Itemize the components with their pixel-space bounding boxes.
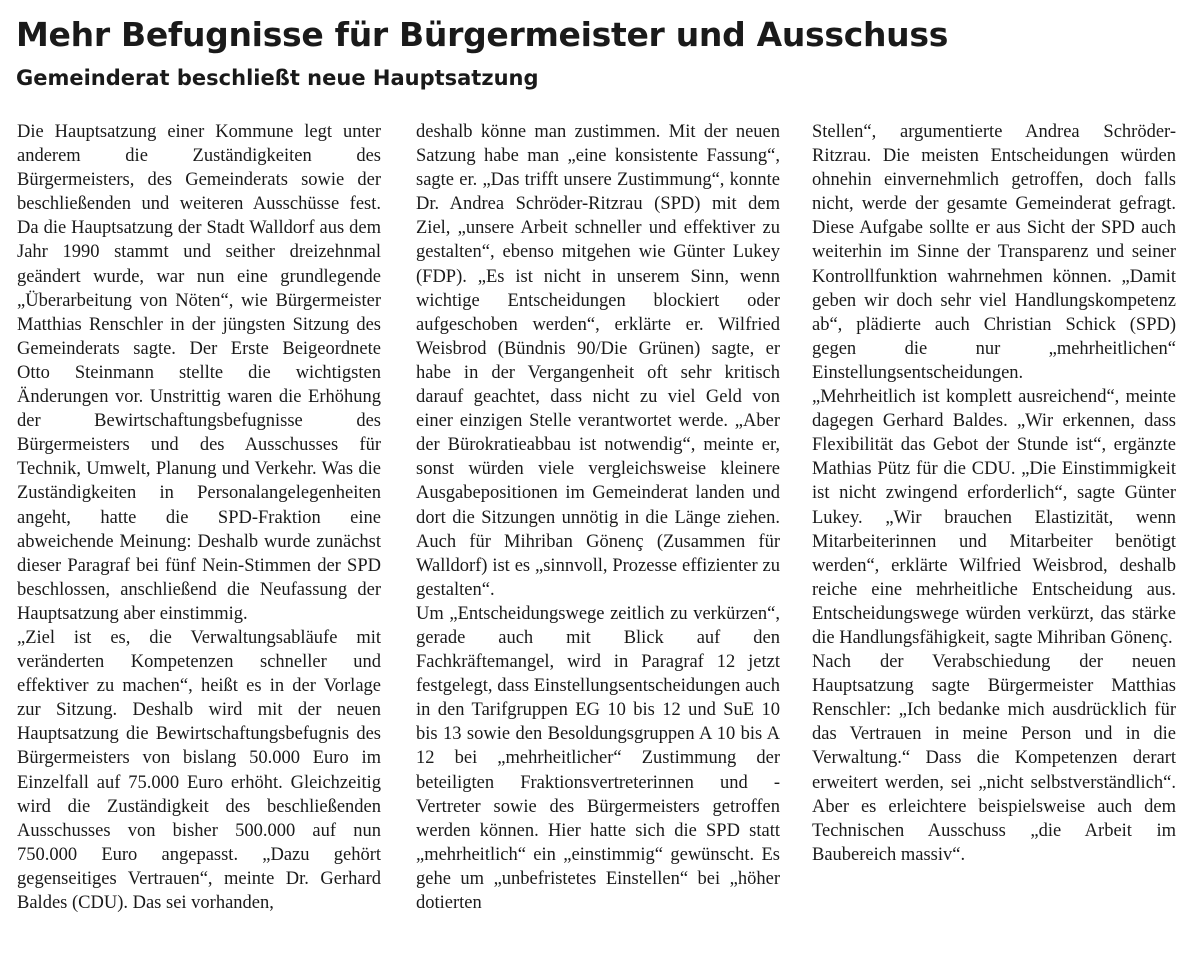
paragraph: Um „Entscheidungswege zeitlich zu verkürzen“, gerade auch mit Blick auf den Fachkräftemangel, wird in Paragraf 12 jetzt festgelegt, dass Einstellungsentscheidungen auch in den Tarifgruppen EG 10 bis 12 und SuE 10 bis 13 sowie den Besoldungsgruppen A 10 bis A 12 bei „mehrheitlicher“ Zustimmung der beteiligten Fraktionsvertreterinnen und -Vertreter sowie des Bürgermeisters getroffen werden können. Hier hatte sich die SPD statt „mehrheitlich“ ein „einstimmig“ gewünscht. Es gehe um „unbefristetes Einstellen“ bei „höher dotierten xyxy=(416,603,780,913)
paragraph: deshalb könne man zustimmen. Mit der neuen Satzung habe man „eine konsistente Fassung“, sagte er. „Das trifft unsere Zustimmung“, konnte Dr. Andrea Schröder-Ritzrau (SPD) mit dem Ziel, „unsere Arbeit schneller und effektiver zu gestalten“, ebenso mitgehen wie Günter Lukey (FDP). „Es ist nicht in unserem Sinn, wenn wichtige Entscheidungen blockiert oder aufgeschoben werden“, erklärte er. Wilfried Weisbrod (Bündnis 90/Die Grünen) sagte, er habe in der Vergangenheit oft sehr kritisch darauf geachtet, dass nicht zu viel Geld von einer einzigen Stelle verantwortet werde. „Aber der Bürokratieabbau ist notwendig“, meinte er, sonst würden viele vergleichsweise kleinere Ausgabepositionen im Gemeinderat landen und dort die Sitzungen unnötig in die Länge ziehen. Auch für Mihriban Gönenç (Zusammen für Walldorf) ist es „sinnvoll, Prozesse effizienter zu gestalten“. xyxy=(416,122,780,600)
article-column-1 xyxy=(17,120,381,915)
paragraph: „Ziel ist es, die Verwaltungsabläufe mit veränderten Kompetenzen schneller und effektiver zu machen“, heißt es in der Vorlage zur Sitzung. Deshalb wird mit der neuen Hauptsatzung die Bewirtschaftungsbefugnis des Bürgermeisters von bislang 50.000 Euro im Einzelfall auf 75.000 Euro erhöht. Gleichzeitig wird die Zuständigkeit des beschließenden Ausschusses von bisher 500.000 auf nun 750.000 Euro angepasst. „Dazu gehört gegenseitiges Vertrauen“, meinte Dr. Gerhard Baldes (CDU). Das sei vorhanden, xyxy=(17,627,381,913)
article-headline: Mehr Befugnisse für Bürgermeister und Ausschuss xyxy=(16,15,949,54)
article-subheadline: Gemeinderat beschließt neue Hauptsatzung xyxy=(16,66,539,90)
article-column-2 xyxy=(416,120,780,915)
paragraph: „Mehrheitlich ist komplett ausreichend“, meinte dagegen Gerhard Baldes. „Wir erkennen, dass Flexibilität das Gebot der Stunde ist“, ergänzte Mathias Pütz für die CDU. „Die Einstimmigkeit ist nicht zwingend erforderlich“, sagte Günter Lukey. „Wir brauchen Elastizität, wenn Mitarbeiterinnen und Mitarbeiter benötigt werden“, erklärte Wilfried Weisbrod, deshalb reiche eine mehrheitliche Entscheidung aus. Entscheidungswege würden verkürzt, das stärke die Handlungsfähigkeit, sagte Mihriban Gönenç. xyxy=(812,387,1176,648)
paragraph: Stellen“, argumentierte Andrea Schröder-Ritzrau. Die meisten Entscheidungen würden ohnehin einvernehmlich getroffen, doch falls nicht, werde der gesamte Gemeinderat gefragt. Diese Aufgabe sollte er aus Sicht der SPD auch weiterhin im Sinne der Transparenz und seiner Kontrollfunktion wahrnehmen können. „Damit geben wir doch sehr viel Handlungskompetenz ab“, plädierte auch Christian Schick (SPD) gegen die nur „mehrheitlichen“ Einstellungsentscheidungen. xyxy=(812,122,1176,383)
paragraph: Nach der Verabschiedung der neuen Hauptsatzung sagte Bürgermeister Matthias Renschler: „Ich bedanke mich ausdrücklich für das Vertrauen in meine Person und in die Verwaltung.“ Dass die Kompetenzen derart erweitert werden, sei „nicht selbstverständlich“. Aber es erleichtere beispielsweise auch dem Technischen Ausschuss „die Arbeit im Baubereich massiv“. xyxy=(812,652,1176,865)
article-column-3 xyxy=(812,120,1176,867)
paragraph: Die Hauptsatzung einer Kommune legt unter anderem die Zuständigkeiten des Bürgermeisters, des Gemeinderats sowie der beschließenden und weiteren Ausschüsse fest. Da die Hauptsatzung der Stadt Walldorf aus dem Jahr 1990 stammt und seither dreizehnmal geändert wurde, war nun eine grundlegende „Überarbeitung von Nöten“, wie Bürgermeister Matthias Renschler in der jüngsten Sitzung des Gemeinderats sagte. Der Erste Beigeordnete Otto Steinmann stellte die wichtigsten Änderungen vor. Unstrittig waren die Erhöhung der Bewirtschaftungsbefugnisse des Bürgermeisters und des Ausschusses für Technik, Umwelt, Planung und Verkehr. Was die Zuständigkeiten in Personalangelegenheiten angeht, hatte die SPD-Fraktion eine abweichende Meinung: Deshalb wurde zunächst dieser Paragraf bei fünf Nein-Stimmen der SPD beschlossen, anschließend die Neufassung der Hauptsatzung aber einstimmig. xyxy=(17,122,381,624)
